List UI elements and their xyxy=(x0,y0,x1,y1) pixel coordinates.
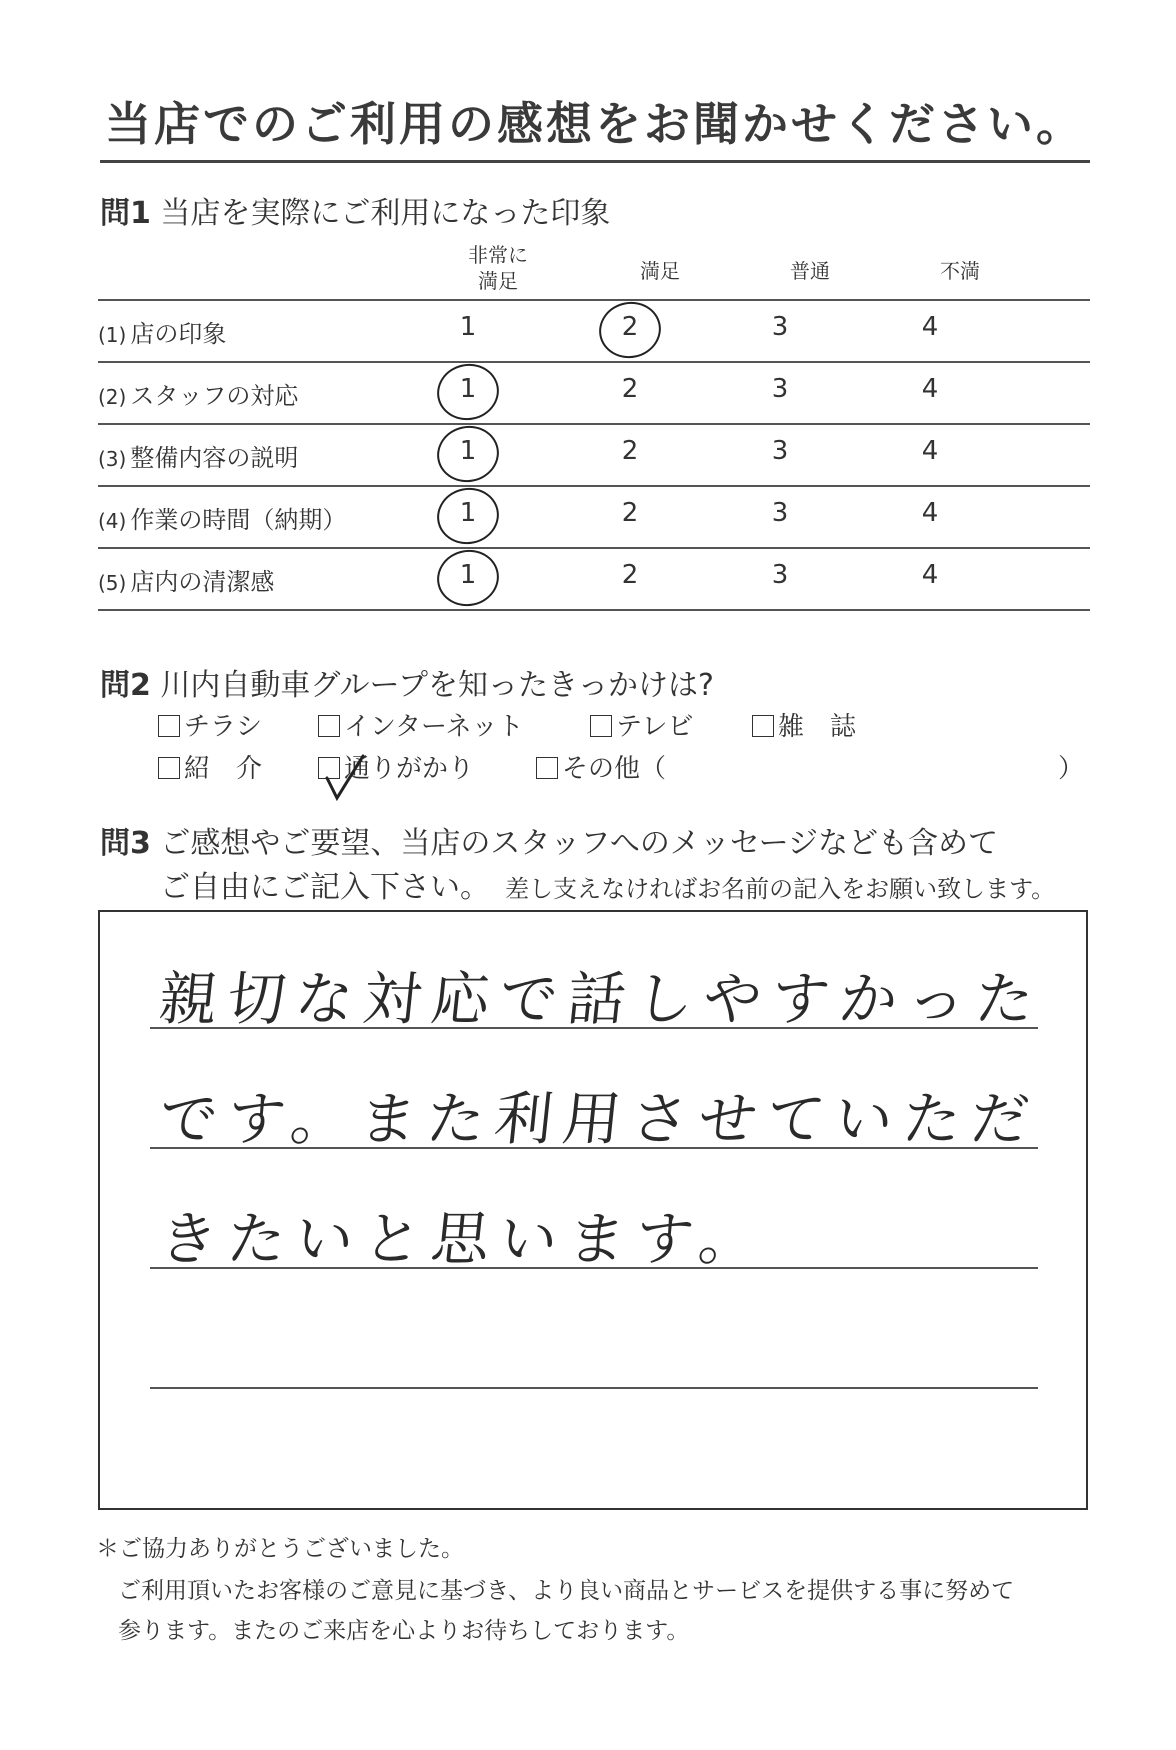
q2-heading xyxy=(100,660,714,704)
rating-option-3[interactable] xyxy=(750,374,810,404)
q2-option-label: インターネット xyxy=(344,712,524,742)
row-label-text: 整備内容の説明 xyxy=(130,444,299,472)
q3-number: 問3 xyxy=(100,826,151,861)
q2-option-label: 紹 介 xyxy=(184,754,263,784)
rating-value: 3 xyxy=(771,436,789,466)
rating-value: 4 xyxy=(921,560,939,590)
rating-value: 4 xyxy=(921,312,939,342)
col-dissatisfied: 不満 xyxy=(940,259,980,283)
q1-number: 問1 xyxy=(100,196,151,231)
q3-line2-main: ご自由にご記入下さい。 xyxy=(160,870,490,905)
rating-option-2[interactable] xyxy=(600,374,660,404)
col-normal: 普通 xyxy=(790,259,830,283)
table-rule xyxy=(98,609,1090,611)
rating-value: 1 xyxy=(459,374,477,404)
rating-option-2[interactable] xyxy=(600,498,660,528)
rating-option-4[interactable] xyxy=(900,312,960,342)
row-label-text: 店内の清潔感 xyxy=(130,568,275,596)
rating-option-4[interactable] xyxy=(900,498,960,528)
row-index: (4) xyxy=(98,509,127,533)
rating-value: 2 xyxy=(621,436,639,466)
row-label-text: 作業の時間（納期） xyxy=(130,506,347,534)
q2-number: 問2 xyxy=(100,668,151,703)
q2-option[interactable] xyxy=(590,706,693,743)
rating-option-1[interactable] xyxy=(438,436,498,466)
rating-option-1[interactable] xyxy=(438,374,498,404)
rating-value: 4 xyxy=(921,436,939,466)
checkbox-icon[interactable] xyxy=(158,757,180,779)
row-label xyxy=(98,314,226,349)
selected-circle-mark xyxy=(594,296,666,364)
row-label xyxy=(98,500,346,535)
comment-line-2: です。また利用させていただ xyxy=(155,1085,1043,1153)
row-index: (5) xyxy=(98,571,127,595)
row-label xyxy=(98,438,298,473)
comment-line-1: 親切な対応で話しやすかった xyxy=(155,965,1048,1033)
q1-text: 当店を実際にご利用になった印象 xyxy=(160,196,611,231)
row-label xyxy=(98,376,298,411)
checkmark-icon xyxy=(325,754,365,802)
comment-box[interactable] xyxy=(98,910,1088,1510)
table-row xyxy=(98,362,1090,424)
rating-option-1[interactable] xyxy=(438,560,498,590)
rating-value: 3 xyxy=(771,498,789,528)
checkbox-icon[interactable] xyxy=(318,757,340,779)
rating-option-3[interactable] xyxy=(750,436,810,466)
page-title: 当店でのご利用の感想をお聞かせください。 xyxy=(105,97,1085,151)
q2-option-label: 通りがかり xyxy=(344,754,475,784)
rating-value: 3 xyxy=(771,374,789,404)
row-index: (1) xyxy=(98,323,127,347)
rating-value: 3 xyxy=(771,312,789,342)
writing-line xyxy=(150,1387,1038,1389)
row-label-text: 店の印象 xyxy=(130,320,227,348)
checkbox-icon[interactable] xyxy=(318,715,340,737)
rating-option-1[interactable] xyxy=(438,498,498,528)
rating-option-2[interactable] xyxy=(600,312,660,342)
rating-value: 1 xyxy=(459,498,477,528)
q2-option[interactable] xyxy=(318,706,524,743)
selected-circle-mark xyxy=(432,420,504,488)
checkbox-icon[interactable] xyxy=(158,715,180,737)
q3-line1: ご感想やご要望、当店のスタッフへのメッセージなども含めて xyxy=(160,826,999,861)
col-satisfied: 満足 xyxy=(640,259,680,283)
comment-line-3: きたいと思います。 xyxy=(155,1205,771,1273)
row-index: (3) xyxy=(98,447,127,471)
q3-line2-sub: 差し支えなければお名前の記入をお願い致します。 xyxy=(505,875,1056,903)
rating-value: 3 xyxy=(771,560,789,590)
rating-option-2[interactable] xyxy=(600,560,660,590)
row-index: (2) xyxy=(98,385,127,409)
rating-value: 1 xyxy=(459,436,477,466)
rating-value: 2 xyxy=(621,560,639,590)
table-row xyxy=(98,486,1090,548)
rating-value: 4 xyxy=(921,374,939,404)
rating-value: 2 xyxy=(621,374,639,404)
q2-option[interactable] xyxy=(752,706,856,743)
title-divider xyxy=(100,160,1090,163)
q2-text: 川内自動車グループを知ったきっかけは? xyxy=(160,668,714,703)
row-label-text: スタッフの対応 xyxy=(130,382,299,410)
q2-option-label: チラシ xyxy=(184,712,263,742)
selected-circle-mark xyxy=(432,482,504,550)
rating-value: 4 xyxy=(921,498,939,528)
table-row xyxy=(98,424,1090,486)
selected-circle-mark xyxy=(432,358,504,426)
q1-heading xyxy=(100,188,610,232)
rating-option-3[interactable] xyxy=(750,560,810,590)
selected-circle-mark xyxy=(432,544,504,612)
rating-value: 2 xyxy=(621,312,639,342)
col-very-satisfied: 非常に 満足 xyxy=(468,243,528,293)
rating-option-3[interactable] xyxy=(750,312,810,342)
footer-line-3: 参ります。またのご来店を心よりお待ちしております。 xyxy=(118,1618,690,1644)
q3-line2 xyxy=(160,862,1055,906)
checkbox-icon[interactable] xyxy=(590,715,612,737)
q2-option-label: テレビ xyxy=(616,712,694,742)
q2-option[interactable] xyxy=(318,748,474,785)
rating-option-4[interactable] xyxy=(900,560,960,590)
q2-option[interactable] xyxy=(158,748,262,785)
other-close-paren: ） xyxy=(1058,754,1085,784)
checkbox-icon[interactable] xyxy=(752,715,774,737)
q2-option[interactable] xyxy=(536,748,666,785)
footer-thanks: ＊ご協力ありがとうございました。 xyxy=(96,1536,464,1562)
rating-option-2[interactable] xyxy=(600,436,660,466)
rating-value: 1 xyxy=(459,312,477,342)
q2-option-label: その他（ xyxy=(562,754,667,784)
rating-option-3[interactable] xyxy=(750,498,810,528)
rating-option-1[interactable] xyxy=(438,312,498,342)
rating-value: 2 xyxy=(621,498,639,528)
rating-value: 1 xyxy=(459,560,477,590)
q2-option[interactable] xyxy=(158,706,262,743)
table-row xyxy=(98,548,1090,610)
footer-line-2: ご利用頂いたお客様のご意見に基づき、より良い商品とサービスを提供する事に努めて xyxy=(118,1578,1015,1604)
table-row xyxy=(98,300,1090,362)
checkbox-icon[interactable] xyxy=(536,757,558,779)
rating-option-4[interactable] xyxy=(900,436,960,466)
q2-option-label: 雑 誌 xyxy=(778,712,857,742)
q3-heading xyxy=(100,818,998,862)
row-label xyxy=(98,562,274,597)
rating-option-4[interactable] xyxy=(900,374,960,404)
